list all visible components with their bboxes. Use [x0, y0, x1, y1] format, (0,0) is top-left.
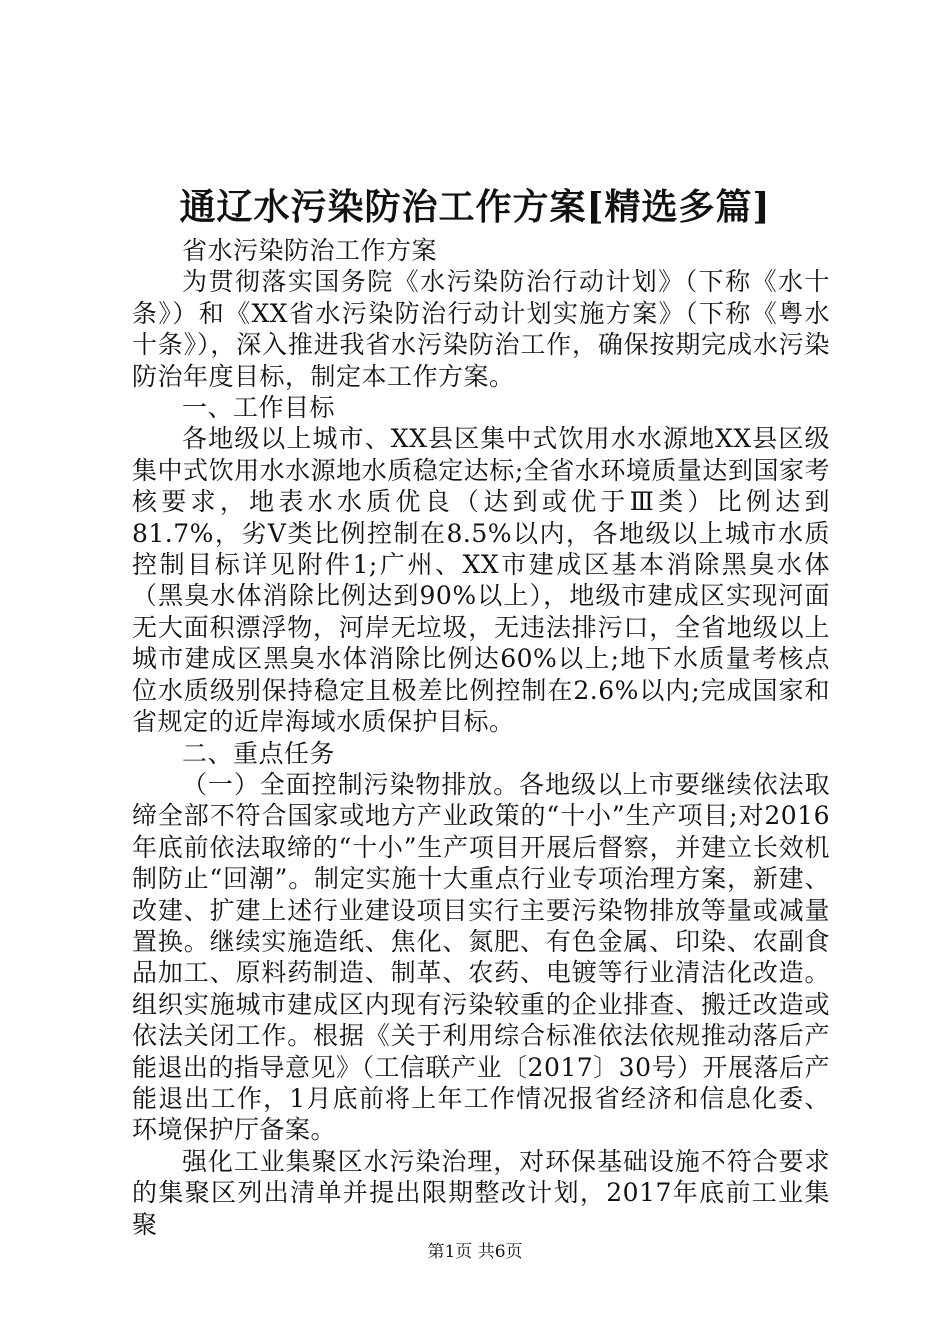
paragraph-intro: 为贯彻落实国务院《水污染防治行动计划》（下称《水十条》）和《XX省水污染防治行动计划实施方案》（下称《粤水十条》），深入推进我省水污染防治工作，确保按期完成水污染防治年度目标，制定本工作方案。	[132, 267, 830, 391]
paragraph-industrial-zones: 强化工业集聚区水污染治理，对环保基础设施不符合要求的集聚区列出清单并提出限期整改计划，2017年底前工业集聚	[132, 1146, 830, 1239]
paragraph-task-1: （一）全面控制污染物排放。各地级以上市要继续依法取缔全部不符合国家或地方产业政策的“十小”生产项目;对2016年底前依法取缔的“十小”生产项目开展后督察，并建立长效机制防止“回潮”。制定实施十大重点行业专项治理方案，新建、改建、扩建上述行业建设项目实行主要污染物排放等量或减量置换。继续实施造纸、焦化、氮肥、有色金属、印染、农副食品加工、原料药制造、制革、农药、电镀等行业清洁化改造。组织实施城市建成区内现有污染较重的企业排查、搬迁改造或依法关闭工作。根据《关于利用综合标准依法依规推动落后产能退出的指导意见》（工信联产业〔2017〕30号）开展落后产能退出工作，1月底前将上年工作情况报省经济和信息化委、环境保护厅备案。	[132, 769, 830, 1145]
paragraph-goals: 各地级以上城市、XX县区集中式饮用水水源地XX县区级集中式饮用水水源地水质稳定达标;全省水环境质量达到国家考核要求，地表水水质优良（达到或优于Ⅲ类）比例达到81.7%，劣Ⅴ类比例控制在8.5%以内，各地级以上城市水质控制目标详见附件1;广州、XX市建成区基本消除黑臭水体（黑臭水体消除比例达到90%以上），地级市建成区实现河面无大面积漂浮物，河岸无垃圾，无违法排污口，全省地级以上城市建成区黑臭水体消除比例达60%以上;地下水质量考核点位水质级别保持稳定且极差比例控制在2.6%以内;完成国家和省规定的近岸海域水质保护目标。	[132, 424, 830, 737]
paragraph-subtitle: 省水污染防治工作方案	[182, 236, 438, 265]
section-heading-tasks: 二、重点任务	[182, 738, 336, 768]
document-title: 通辽水污染防治工作方案[精选多篇]	[179, 186, 771, 228]
section-heading-goals: 一、工作目标	[182, 393, 336, 423]
page-number-footer: 第1页 共6页	[427, 1242, 523, 1262]
document-body	[132, 235, 830, 1240]
